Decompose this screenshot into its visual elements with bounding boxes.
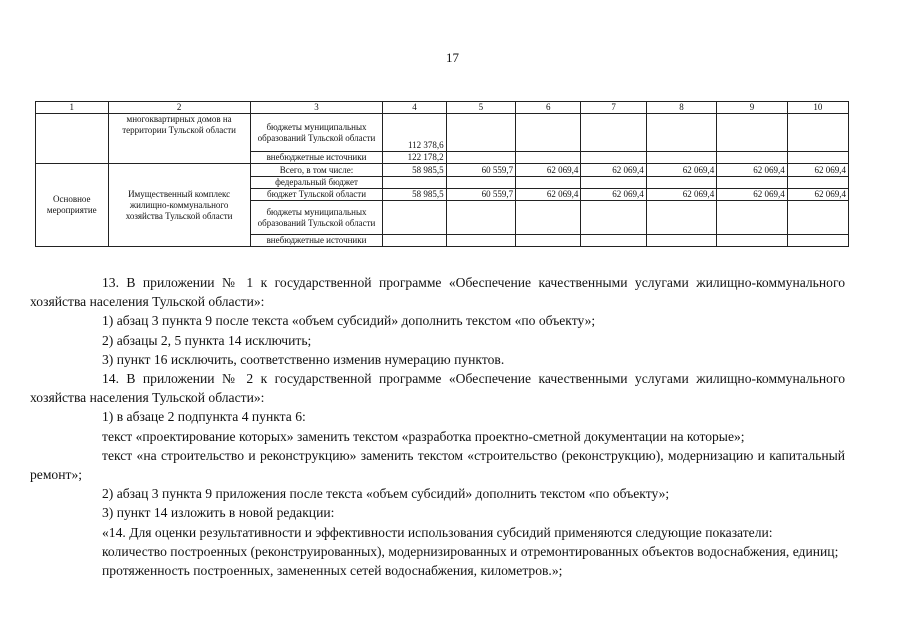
table-row (36, 164, 849, 177)
table-row (36, 114, 849, 152)
table-cell: бюджеты муниципальных образований Тульской области (250, 201, 383, 235)
table-cell: 62 069,4 (646, 189, 717, 201)
table-cell: 122 178,2 (383, 152, 446, 164)
table-cell: 62 069,4 (787, 164, 848, 177)
table-cell (787, 114, 848, 152)
table-cell (516, 177, 581, 189)
paragraph: 3) пункт 14 изложить в новой редакции: (102, 505, 335, 521)
table-cell (516, 201, 581, 235)
table-cell: бюджет Тульской области (250, 189, 383, 201)
paragraph: 1) в абзаце 2 подпункта 4 пункта 6: (102, 409, 306, 425)
budget-table (35, 101, 849, 247)
table-cell: федеральный бюджет (250, 177, 383, 189)
paragraph: «14. Для оценки результативности и эффективности использования субсидий применяются следующие показатели: (102, 524, 773, 540)
column-header: 2 (108, 102, 250, 114)
table-cell: 62 069,4 (581, 164, 646, 177)
table-cell (446, 114, 515, 152)
table-cell: Основное мероприятие (36, 164, 109, 247)
table-cell: 62 069,4 (646, 164, 717, 177)
paragraph: 1) абзац 3 пункта 9 после текста «объем субсидий» дополнить текстом «по объекту»; (102, 313, 596, 329)
table-cell (516, 114, 581, 152)
table-cell (516, 235, 581, 247)
table-cell (787, 177, 848, 189)
column-header: 8 (646, 102, 717, 114)
column-header: 7 (581, 102, 646, 114)
table-cell (446, 152, 515, 164)
paragraph: текст «на строительство и реконструкцию» заменить текстом «строительство (реконструкцию), модернизацию и капитальный ремонт»; (30, 447, 845, 483)
table-cell (717, 152, 788, 164)
table-cell (646, 114, 717, 152)
table-cell (581, 235, 646, 247)
table-cell: 62 069,4 (717, 189, 788, 201)
table-cell (446, 201, 515, 235)
table-cell (787, 235, 848, 247)
table-cell (446, 177, 515, 189)
table-cell: 62 069,4 (516, 189, 581, 201)
table-cell: 58 985,5 (383, 164, 446, 177)
paragraph: количество построенных (реконструированных), модернизированных и отремонтированных объектов водоснабжения, единиц; (102, 543, 839, 559)
table-cell (646, 177, 717, 189)
paragraph: 3) пункт 16 исключить, соответственно изменив нумерацию пунктов. (102, 351, 505, 367)
table-cell (717, 201, 788, 235)
column-header: 9 (717, 102, 788, 114)
table-cell: 62 069,4 (516, 164, 581, 177)
table-cell (717, 235, 788, 247)
table-cell: 112 378,6 (383, 114, 446, 152)
table-cell: Всего, в том числе: (250, 164, 383, 177)
column-header: 10 (787, 102, 848, 114)
amendment-text (30, 273, 845, 580)
table-cell: Имущественный комплекс жилищно-коммунального хозяйства Тульской области (108, 164, 250, 247)
table-cell (383, 235, 446, 247)
paragraph: 2) абзацы 2, 5 пункта 14 исключить; (102, 332, 312, 348)
table-cell (717, 114, 788, 152)
column-header: 1 (36, 102, 109, 114)
table-cell: многоквартирных домов на территории Тульской области (108, 114, 250, 164)
table-cell (581, 114, 646, 152)
table-cell: 62 069,4 (581, 189, 646, 201)
paragraph: протяженность построенных, замененных сетей водоснабжения, километров.»; (102, 563, 563, 579)
table-cell (787, 201, 848, 235)
table-cell: 60 559,7 (446, 164, 515, 177)
table-cell (717, 177, 788, 189)
column-header: 5 (446, 102, 515, 114)
table-cell (383, 201, 446, 235)
table-cell (581, 201, 646, 235)
table-cell: 58 985,5 (383, 189, 446, 201)
table-cell (581, 152, 646, 164)
paragraph: 13. В приложении № 1 к государственной программе «Обеспечение качественными услугами жилищно-коммунального хозяйства населения Тульской области»: (30, 275, 845, 310)
page-number: 17 (446, 50, 459, 65)
table-cell (581, 177, 646, 189)
paragraph: текст «проектирование которых» заменить текстом «разработка проектно-сметной документации на которые»; (102, 428, 745, 444)
paragraph: 2) абзац 3 пункта 9 приложения после текста «объем субсидий» дополнить текстом «по объекту»; (102, 486, 670, 502)
column-header: 3 (250, 102, 383, 114)
column-header: 6 (516, 102, 581, 114)
table-cell: 62 069,4 (787, 189, 848, 201)
table-cell: 60 559,7 (446, 189, 515, 201)
table-cell: 62 069,4 (717, 164, 788, 177)
paragraph: 14. В приложении № 2 к государственной программе «Обеспечение качественными услугами жилищно-коммунального хозяйства населения Тульской области»: (30, 371, 845, 406)
table-cell (787, 152, 848, 164)
table-cell: бюджеты муниципальных образований Тульской области (250, 114, 383, 152)
table-cell (446, 235, 515, 247)
column-header: 4 (383, 102, 446, 114)
table-cell (516, 152, 581, 164)
table-header-row (36, 102, 849, 114)
table-cell (646, 201, 717, 235)
table-cell (646, 235, 717, 247)
table-cell (383, 177, 446, 189)
table-cell (36, 114, 109, 164)
table-cell: внебюджетные источники (250, 235, 383, 247)
table-cell (646, 152, 717, 164)
table-cell: внебюджетные источники (250, 152, 383, 164)
